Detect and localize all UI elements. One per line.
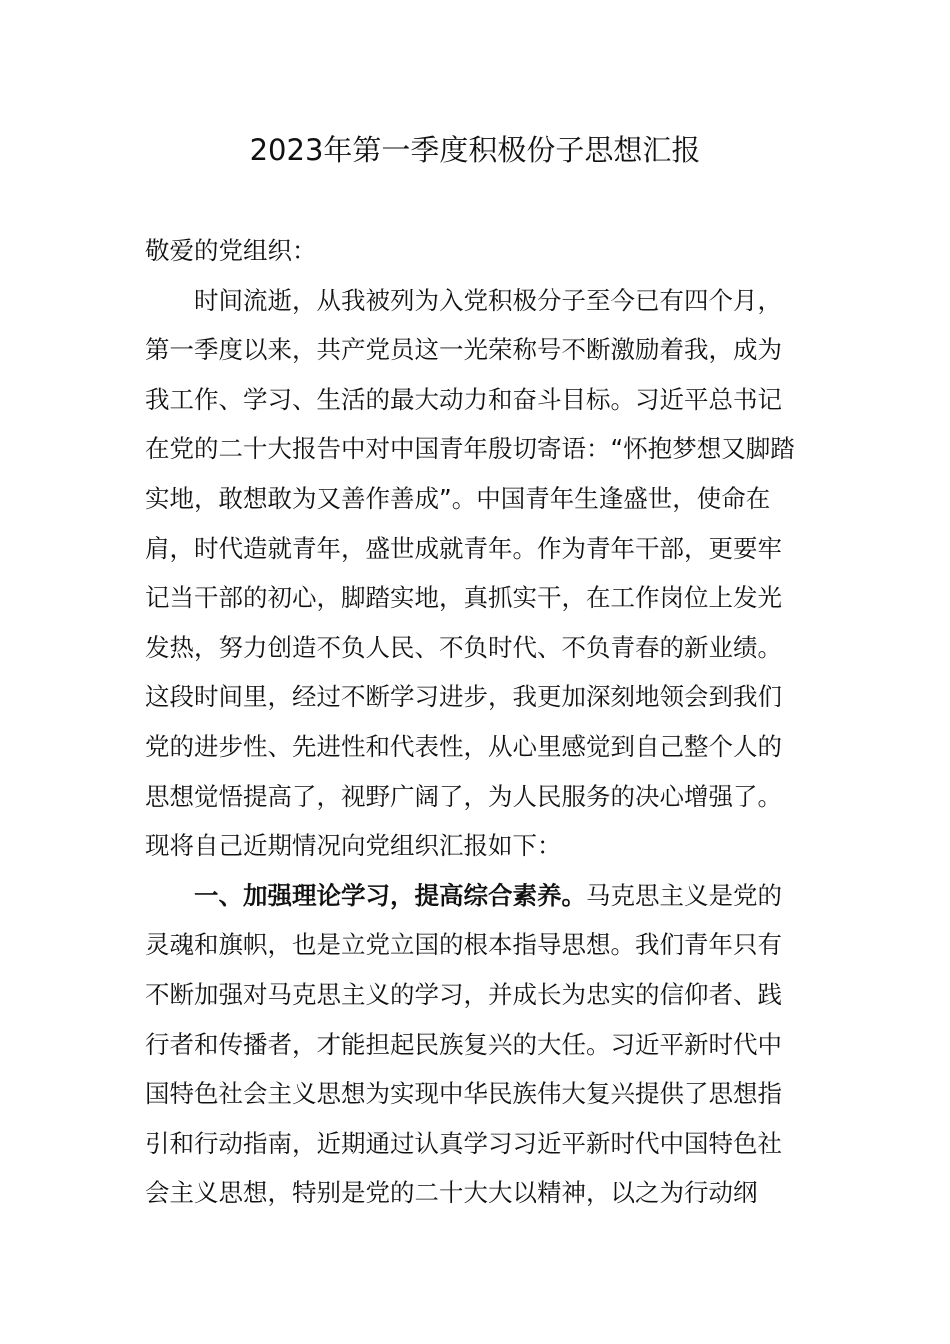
paragraph-line: 思想觉悟提高了，视野广阔了，为人民服务的决心增强了。 [145,781,782,811]
paragraph-line: 我工作、学习、生活的最大动力和奋斗目标。习近平总书记 [145,384,782,414]
document-body [145,226,800,1218]
section-heading-rest: 马克思主义是党的 [586,880,782,910]
paragraph-line: 时间流逝，从我被列为入党积极分子至今已有四个月， [194,285,782,315]
paragraph-line: 在党的二十大报告中对中国青年殷切寄语：“怀抱梦想又脚踏 [145,434,795,464]
section-heading: 一、加强理论学习，提高综合素养。 [194,880,586,910]
paragraph-line: 肩，时代造就青年，盛世成就青年。作为青年干部，更要牢 [145,533,782,563]
paragraph-line: 会主义思想，特别是党的二十大大以精神，以之为行动纲 [145,1178,758,1208]
paragraph-line: 现将自己近期情况向党组织汇报如下： [145,831,562,861]
paragraph-line: 引和行动指南，近期通过认真学习习近平新时代中国特色社 [145,1128,782,1158]
paragraph-line: 记当干部的初心，脚踏实地，真抓实干，在工作岗位上发光 [145,583,782,613]
salutation: 敬爱的党组织： [145,236,317,265]
paragraph-line: 不断加强对马克思主义的学习，并成长为忠实的信仰者、践 [145,979,782,1009]
paragraph-line: 实地，敢想敢为又善作善成”。中国青年生逢盛世，使命在 [145,483,771,513]
paragraph-line: 这段时间里，经过不断学习进步，我更加深刻地领会到我们 [145,682,782,712]
paragraph-line: 第一季度以来，共产党员这一光荣称号不断激励着我，成为 [145,335,782,365]
paragraph-line: 发热，努力创造不负人民、不负时代、不负青春的新业绩。 [145,632,782,662]
section-heading-line [145,871,800,921]
document-title: 2023年第一季度积极份子思想汇报 [249,133,701,167]
paragraph-line: 国特色社会主义思想为实现中华民族伟大复兴提供了思想指 [145,1079,782,1109]
paragraph-line: 行者和传播者，才能担起民族复兴的大任。习近平新时代中 [145,1029,782,1059]
paragraph-line: 灵魂和旗帜，也是立党立国的根本指导思想。我们青年只有 [145,930,782,960]
paragraph-line: 党的进步性、先进性和代表性，从心里感觉到自己整个人的 [145,731,782,761]
